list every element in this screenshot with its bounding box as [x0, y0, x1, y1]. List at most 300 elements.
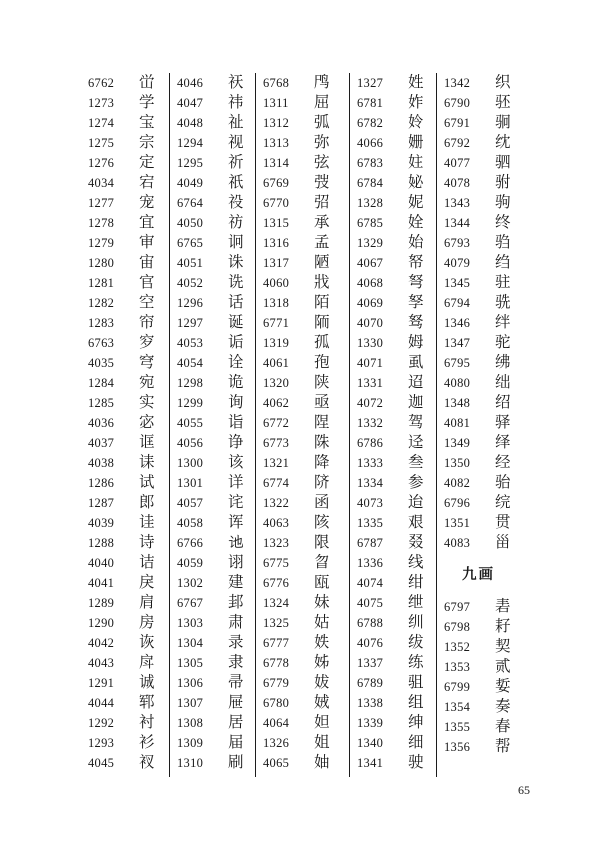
- entry-number: 1333: [357, 455, 384, 470]
- entry-character: 细: [408, 734, 424, 751]
- index-entry: [350, 213, 436, 233]
- entry-character: 衩: [139, 754, 155, 771]
- entry-character: 诚: [139, 674, 155, 691]
- index-entry: [81, 693, 169, 713]
- entry-character: 视: [228, 134, 244, 151]
- entry-character: 屈: [314, 94, 330, 111]
- index-entry: [170, 493, 255, 513]
- entry-number: 6779: [263, 675, 290, 690]
- entry-character: 姊: [314, 654, 330, 671]
- index-entry: [350, 373, 436, 393]
- entry-number: 1342: [444, 75, 471, 90]
- entry-character: 鸤: [314, 74, 330, 91]
- entry-character: 峃: [139, 74, 155, 91]
- entry-number: 1292: [88, 715, 115, 730]
- index-entry: [81, 733, 169, 753]
- entry-number: 4065: [263, 755, 290, 770]
- entry-number: 1332: [357, 415, 384, 430]
- index-entry: [170, 553, 255, 573]
- entry-number: 4055: [177, 415, 204, 430]
- entry-number: 1308: [177, 715, 204, 730]
- index-entry: [170, 93, 255, 113]
- entry-number: 6784: [357, 175, 384, 190]
- index-entry: [350, 293, 436, 313]
- entry-character: 驺: [495, 234, 511, 251]
- index-entry: [256, 133, 349, 153]
- index-entry: [81, 373, 169, 393]
- entry-character: 迨: [408, 494, 424, 511]
- entry-number: 1356: [444, 739, 471, 754]
- index-entry: [256, 573, 349, 593]
- index-entry: [437, 737, 523, 757]
- entry-number: 6781: [357, 95, 384, 110]
- entry-character: 祇: [228, 174, 244, 191]
- entry-character: 织: [495, 74, 511, 91]
- entry-number: 1278: [88, 215, 115, 230]
- index-entry: [256, 533, 349, 553]
- index-entry: [81, 753, 169, 773]
- entry-number: 6769: [263, 175, 290, 190]
- entry-character: 诟: [228, 334, 244, 351]
- entry-character: 𬳽: [495, 294, 511, 311]
- index-entry: [256, 213, 349, 233]
- index-entry: [81, 533, 169, 553]
- entry-character: 契: [495, 638, 511, 655]
- entry-character: 诞: [228, 314, 244, 331]
- entry-number: 4064: [263, 715, 290, 730]
- entry-character: 学: [139, 94, 155, 111]
- entry-number: 6795: [444, 355, 471, 370]
- index-entry: [350, 413, 436, 433]
- entry-character: 绂: [408, 634, 424, 651]
- entry-number: 4048: [177, 115, 204, 130]
- entry-number: 1327: [357, 75, 384, 90]
- index-entry: [81, 93, 169, 113]
- index-entry: [437, 717, 523, 737]
- index-entry: [256, 653, 349, 673]
- index-entry: [350, 233, 436, 253]
- entry-number: 1307: [177, 695, 204, 710]
- index-entry: [170, 193, 255, 213]
- entry-character: 诨: [228, 514, 244, 531]
- entry-character: 郓: [139, 694, 155, 711]
- entry-number: 1289: [88, 595, 115, 610]
- entry-number: 4036: [88, 415, 115, 430]
- index-entry: [256, 373, 349, 393]
- entry-character: 弦: [314, 154, 330, 171]
- index-entry: [350, 713, 436, 733]
- entry-number: 1275: [88, 135, 115, 150]
- entry-number: 1287: [88, 495, 115, 510]
- entry-character: 𬳶: [495, 114, 511, 131]
- entry-character: 虱: [408, 354, 424, 371]
- index-entry: [437, 253, 523, 273]
- entry-character: 砉: [495, 598, 511, 615]
- entry-character: 绁: [408, 594, 424, 611]
- entry-character: 组: [408, 694, 424, 711]
- entry-number: 1306: [177, 675, 204, 690]
- entry-character: 绍: [495, 394, 511, 411]
- entry-character: 陌: [314, 294, 330, 311]
- entry-character: 宙: [139, 254, 155, 271]
- entry-character: 绀: [408, 574, 424, 591]
- entry-character: 瓯: [314, 574, 330, 591]
- index-entry: [437, 93, 523, 113]
- entry-number: 4071: [357, 355, 384, 370]
- entry-number: 1352: [444, 639, 471, 654]
- entry-number: 4057: [177, 495, 204, 510]
- entry-number: 1323: [263, 535, 290, 550]
- entry-character: 弢: [314, 174, 330, 191]
- entry-character: 驸: [495, 174, 511, 191]
- entry-character: 建: [228, 574, 244, 591]
- entry-number: 4073: [357, 495, 384, 510]
- index-entry: [437, 677, 523, 697]
- index-entry: [437, 113, 523, 133]
- index-entry: [170, 653, 255, 673]
- entry-number: 1274: [88, 115, 115, 130]
- entry-number: 6771: [263, 315, 290, 330]
- entry-number: 4074: [357, 575, 384, 590]
- index-entry: [170, 453, 255, 473]
- entry-character: 话: [228, 294, 244, 311]
- index-entry: [81, 213, 169, 233]
- entry-character: 参: [408, 474, 424, 491]
- index-entry: [256, 273, 349, 293]
- entry-number: 6777: [263, 635, 290, 650]
- index-entry: [437, 493, 523, 513]
- entry-number: 1305: [177, 655, 204, 670]
- entry-character: 戕: [314, 274, 330, 291]
- index-entry: [437, 293, 523, 313]
- index-entry: [170, 393, 255, 413]
- entry-character: 弧: [314, 114, 330, 131]
- entry-number: 6765: [177, 235, 204, 250]
- entry-character: 终: [495, 214, 511, 231]
- index-entry: [437, 433, 523, 453]
- index-entry: [81, 633, 169, 653]
- entry-number: 4063: [263, 515, 290, 530]
- index-entry: [350, 153, 436, 173]
- entry-character: 妯: [314, 754, 330, 771]
- index-entry: [170, 753, 255, 773]
- entry-number: 4058: [177, 515, 204, 530]
- entry-number: 1347: [444, 335, 471, 350]
- entry-character: 姓: [408, 74, 424, 91]
- entry-number: 4044: [88, 695, 115, 710]
- index-entry: [256, 733, 349, 753]
- entry-number: 1345: [444, 275, 471, 290]
- entry-number: 1336: [357, 555, 384, 570]
- index-entry: [81, 193, 169, 213]
- index-entry: [170, 533, 255, 553]
- index-entry: [437, 213, 523, 233]
- entry-character: 承: [314, 214, 330, 231]
- entry-number: 1325: [263, 615, 290, 630]
- index-entry: [350, 393, 436, 413]
- entry-number: 4075: [357, 595, 384, 610]
- index-entry: [437, 393, 523, 413]
- index-entry: [350, 253, 436, 273]
- entry-number: 1340: [357, 735, 384, 750]
- entry-character: 叕: [408, 534, 424, 551]
- entry-character: 录: [228, 634, 244, 651]
- entry-number: 1279: [88, 235, 115, 250]
- index-entry: [170, 333, 255, 353]
- index-entry: [170, 373, 255, 393]
- index-entry: [170, 733, 255, 753]
- entry-character: 叁: [408, 454, 424, 471]
- index-entry: [350, 593, 436, 613]
- index-entry: [437, 413, 523, 433]
- index-entry: [81, 613, 169, 633]
- index-entry: [437, 313, 523, 333]
- entry-character: 姐: [314, 734, 330, 751]
- index-entry: [437, 373, 523, 393]
- index-entry: [437, 473, 523, 493]
- entry-number: 1346: [444, 315, 471, 330]
- entry-number: 4049: [177, 175, 204, 190]
- entry-number: 4059: [177, 555, 204, 570]
- entry-number: 1349: [444, 435, 471, 450]
- entry-character: 宠: [139, 194, 155, 211]
- entry-number: 6791: [444, 115, 471, 130]
- entry-number: 1318: [263, 295, 290, 310]
- entry-character: 孢: [314, 354, 330, 371]
- index-entry: [170, 573, 255, 593]
- entry-character: 戽: [139, 654, 155, 671]
- entry-character: 曶: [314, 554, 330, 571]
- entry-number: 1348: [444, 395, 471, 410]
- entry-number: 6768: [263, 75, 290, 90]
- entry-character: 实: [139, 394, 155, 411]
- entry-character: 妵: [408, 154, 424, 171]
- entry-character: 妹: [314, 594, 330, 611]
- entry-character: 妷: [314, 634, 330, 651]
- entry-number: 1290: [88, 615, 115, 630]
- entry-number: 4039: [88, 515, 115, 530]
- index-entry: [170, 173, 255, 193]
- index-entry: [81, 353, 169, 373]
- entry-number: 6796: [444, 495, 471, 510]
- entry-character: 诛: [228, 254, 244, 271]
- entry-number: 1311: [263, 95, 289, 110]
- entry-number: 6782: [357, 115, 384, 130]
- entry-number: 1322: [263, 495, 290, 510]
- entry-character: 宛: [139, 374, 155, 391]
- entry-character: 𬘘: [495, 134, 511, 151]
- index-entry: [350, 353, 436, 373]
- index-entry: [170, 713, 255, 733]
- index-entry: [170, 73, 255, 93]
- entry-character: 驻: [495, 274, 511, 291]
- entry-character: 帘: [139, 314, 155, 331]
- entry-number: 1334: [357, 475, 384, 490]
- entry-number: 1341: [357, 755, 384, 770]
- entry-number: 4052: [177, 275, 204, 290]
- index-entry: [256, 473, 349, 493]
- entry-number: 4066: [357, 135, 384, 150]
- entry-character: 孟: [314, 234, 330, 251]
- entry-number: 4047: [177, 95, 204, 110]
- entry-number: 4083: [444, 535, 471, 550]
- entry-number: 4051: [177, 255, 204, 270]
- entry-character: 宕: [139, 174, 155, 191]
- entry-character: 肩: [139, 594, 155, 611]
- entry-number: 4076: [357, 635, 384, 650]
- index-entry: [256, 93, 349, 113]
- entry-character: 绎: [495, 434, 511, 451]
- entry-character: 妰: [408, 94, 424, 111]
- index-entry: [437, 233, 523, 253]
- entry-number: 1337: [357, 655, 384, 670]
- index-entry: [437, 273, 523, 293]
- entry-number: 1354: [444, 699, 471, 714]
- entry-character: 届: [228, 734, 244, 751]
- index-entry: [437, 453, 523, 473]
- index-entry: [256, 233, 349, 253]
- entry-character: 诙: [139, 634, 155, 651]
- entry-number: 4054: [177, 355, 204, 370]
- entry-character: 妼: [408, 174, 424, 191]
- entry-number: 6797: [444, 599, 471, 614]
- index-entry: [81, 333, 169, 353]
- index-entry: [350, 73, 436, 93]
- index-entry: [170, 473, 255, 493]
- entry-number: 1285: [88, 395, 115, 410]
- entry-number: 6776: [263, 575, 290, 590]
- entry-number: 6773: [263, 435, 290, 450]
- index-entry: [81, 313, 169, 333]
- entry-number: 1353: [444, 659, 471, 674]
- index-entry: [256, 413, 349, 433]
- entry-character: 驿: [495, 414, 511, 431]
- index-entry: [81, 493, 169, 513]
- entry-character: 孤: [314, 334, 330, 351]
- entry-number: 1350: [444, 455, 471, 470]
- entry-character: 宗: [139, 134, 155, 151]
- entry-number: 4060: [263, 275, 290, 290]
- index-entry: [170, 113, 255, 133]
- index-entry: [437, 533, 523, 553]
- entry-character: 衬: [139, 714, 155, 731]
- index-entry: [256, 113, 349, 133]
- entry-number: 6794: [444, 295, 471, 310]
- entry-number: 6793: [444, 235, 471, 250]
- entry-number: 6789: [357, 675, 384, 690]
- entry-character: 绋: [495, 354, 511, 371]
- entry-number: 6787: [357, 535, 384, 550]
- entry-character: 诘: [139, 554, 155, 571]
- index-entry: [350, 693, 436, 713]
- entry-number: 1303: [177, 615, 204, 630]
- entry-number: 1300: [177, 455, 204, 470]
- index-entry: [170, 353, 255, 373]
- entry-character: 该: [228, 454, 244, 471]
- entry-number: 1315: [263, 215, 290, 230]
- index-entry: [256, 553, 349, 573]
- entry-number: 1282: [88, 295, 115, 310]
- entry-number: 1298: [177, 375, 204, 390]
- entry-character: 驵: [408, 674, 424, 691]
- entry-character: 诜: [228, 274, 244, 291]
- entry-number: 4035: [88, 355, 115, 370]
- entry-character: 穹: [139, 354, 155, 371]
- entry-character: 姑: [314, 614, 330, 631]
- entry-character: 绌: [495, 374, 511, 391]
- index-entry: [256, 433, 349, 453]
- index-entry: [350, 573, 436, 593]
- entry-number: 6770: [263, 195, 290, 210]
- entry-number: 6790: [444, 95, 471, 110]
- index-entry: [350, 453, 436, 473]
- entry-number: 1297: [177, 315, 204, 330]
- entry-character: 限: [314, 534, 330, 551]
- entry-number: 6763: [88, 335, 115, 350]
- entry-number: 4077: [444, 155, 471, 170]
- index-entry: [437, 73, 523, 93]
- index-entry: [350, 673, 436, 693]
- entry-character: 迳: [408, 434, 424, 451]
- index-entry: [350, 193, 436, 213]
- entry-number: 1283: [88, 315, 115, 330]
- index-entry: [256, 633, 349, 653]
- index-entry: [350, 333, 436, 353]
- entry-number: 1301: [177, 475, 204, 490]
- index-entry: [350, 633, 436, 653]
- index-entry: [170, 613, 255, 633]
- entry-character: 帮: [495, 738, 511, 755]
- index-entry: [81, 433, 169, 453]
- index-entry: [256, 493, 349, 513]
- stroke-index-table: [81, 73, 523, 777]
- index-entry: [81, 713, 169, 733]
- entry-character: 贰: [495, 658, 511, 675]
- entry-character: 详: [228, 474, 244, 491]
- entry-number: 4061: [263, 355, 290, 370]
- entry-character: 绊: [495, 314, 511, 331]
- index-entry: [256, 453, 349, 473]
- index-entry: [170, 153, 255, 173]
- entry-character: 驼: [495, 334, 511, 351]
- entry-number: 1328: [357, 195, 384, 210]
- entry-character: 驽: [408, 314, 424, 331]
- entry-number: 6786: [357, 435, 384, 450]
- entry-character: 试: [139, 474, 155, 491]
- entry-character: 居: [228, 714, 244, 731]
- entry-number: 1291: [88, 675, 115, 690]
- entry-character: 陎: [314, 434, 330, 451]
- entry-number: 6798: [444, 619, 471, 634]
- entry-number: 1288: [88, 535, 115, 550]
- index-entry: [81, 393, 169, 413]
- entry-character: 姆: [408, 334, 424, 351]
- entry-character: 姈: [408, 114, 424, 131]
- entry-character: 诧: [228, 494, 244, 511]
- entry-character: 宜: [139, 214, 155, 231]
- entry-number: 6772: [263, 415, 290, 430]
- index-entry: [81, 233, 169, 253]
- entry-number: 4079: [444, 255, 471, 270]
- entry-number: 4037: [88, 435, 115, 450]
- entry-character: 孥: [408, 294, 424, 311]
- entry-character: 帚: [228, 674, 244, 691]
- entry-number: 1321: [263, 455, 290, 470]
- index-entry: [170, 413, 255, 433]
- entry-character: 弨: [314, 194, 330, 211]
- index-entry: [437, 333, 523, 353]
- entry-number: 1309: [177, 735, 204, 750]
